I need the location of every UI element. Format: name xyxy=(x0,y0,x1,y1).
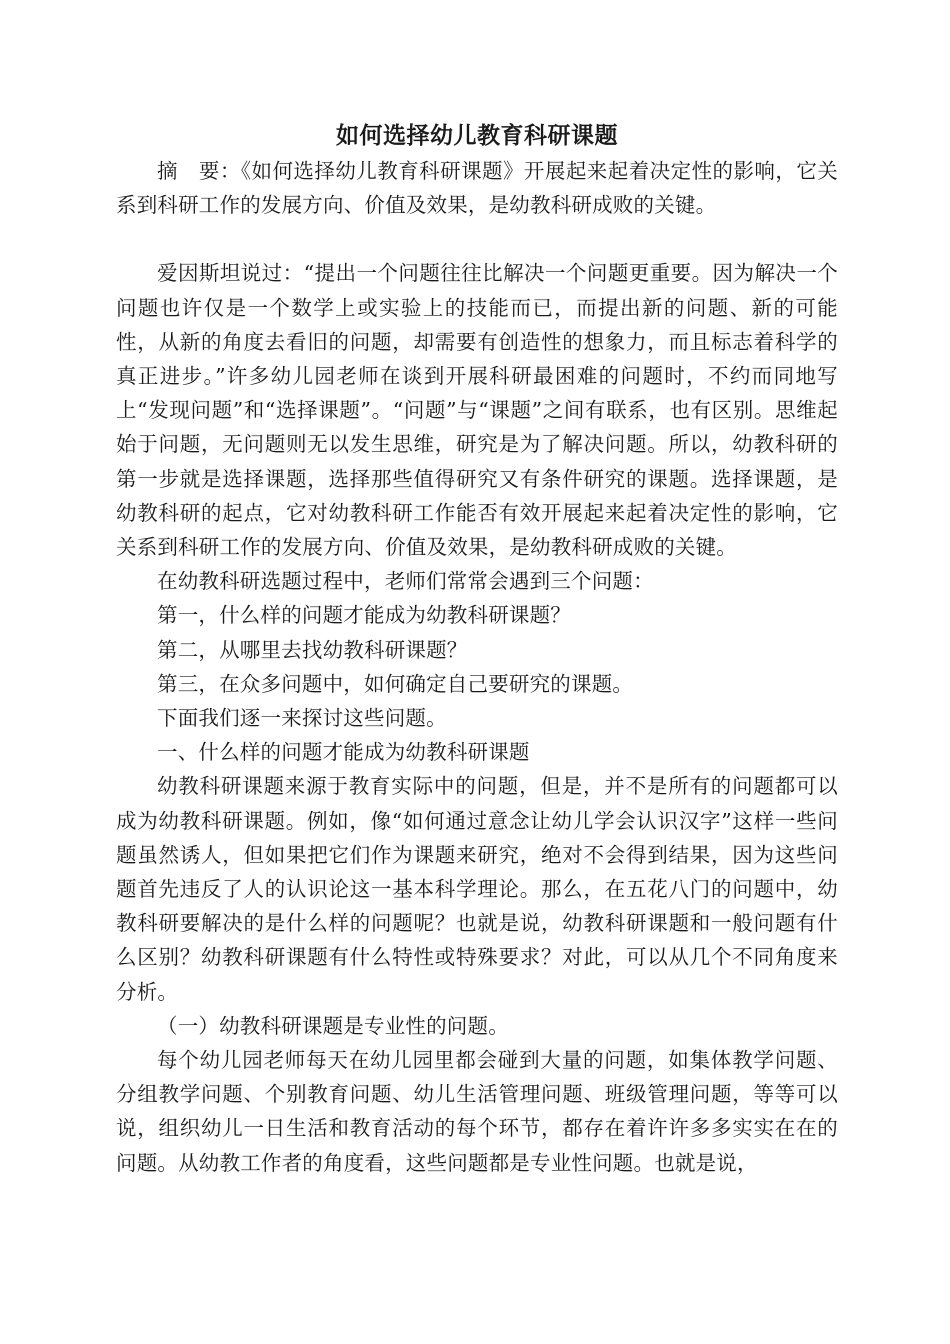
document-title: 如何选择幼儿教育科研课题 xyxy=(336,122,618,149)
subsection-one-paragraph: 每个幼儿园老师每天在幼儿园里都会碰到大量的问题，如集体教学问题、分组教学问题、个别教育问题、幼儿生活管理问题、班级管理问题，等等可以说，组织幼儿一日生活和教育活动的每个环节，都存在着许许多多实实在在的问题。从幼教工作者的角度看，这些问题都是专业性问题。也就是说， xyxy=(116,1048,838,1175)
section-heading-one: 一、什么样的问题才能成为幼教科研课题 xyxy=(157,740,530,765)
intro-paragraph: 爱因斯坦说过：“提出一个问题往往比解决一个问题更重要。因为解决一个问题也许仅是一个数学上或实验上的技能而已，而提出新的问题、新的可能性，从新的角度去看旧的问题，却需要有创造性的想象力，而且标志着科学的真正进步。”许多幼儿园老师在谈到开展科研最困难的问题时，不约而同地写上“发现问题”和“选择课题”。“问题”与“课题”之间有联系，也有区别。思维起始于问题，无问题则无以发生思维，研究是为了解决问题。所以，幼教科研的第一步就是选择课题，选择那些值得研究又有条件研究的课题。选择课题，是幼教科研的起点，它对幼教科研工作能否有效开展起来起着决定性的影响，它关系到科研工作的发展方向、价值及效果，是幼教科研成败的关键。 xyxy=(116,261,838,560)
question-one: 第一，什么样的问题才能成为幼教科研课题？ xyxy=(157,603,571,628)
transition-paragraph: 下面我们逐一来探讨这些问题。 xyxy=(157,706,447,731)
document-page xyxy=(116,118,838,1180)
abstract-paragraph: 摘 要：《如何选择幼儿教育科研课题》开展起来起着决定性的影响，它关系到科研工作的发展方向、价值及效果，是幼教科研成败的关键。 xyxy=(116,159,838,218)
question-three: 第三，在众多问题中，如何确定自己要研究的课题。 xyxy=(157,671,634,696)
questions-intro-paragraph: 在幼教科研选题过程中，老师们常常会遇到三个问题： xyxy=(157,569,654,594)
subsection-heading-one: （一）幼教科研课题是专业性的问题。 xyxy=(157,1013,509,1038)
question-two: 第二，从哪里去找幼教科研课题？ xyxy=(157,637,468,662)
section-one-paragraph: 幼教科研课题来源于教育实际中的问题，但是，并不是所有的问题都可以成为幼教科研课题。例如，像“如何通过意念让幼儿学会认识汉字”这样一些问题虽然诱人，但如果把它们作为课题来研究，绝对不会得到结果，因为这些问题首先违反了人的认识论这一基本科学理论。那么，在五花八门的问题中，幼教科研要解决的是什么样的问题呢？也就是说，幼教科研课题和一般问题有什么区别？幼教科研课题有什么特性或特殊要求？对此，可以从几个不同角度来分析。 xyxy=(116,774,838,1004)
blank-line xyxy=(116,222,838,256)
